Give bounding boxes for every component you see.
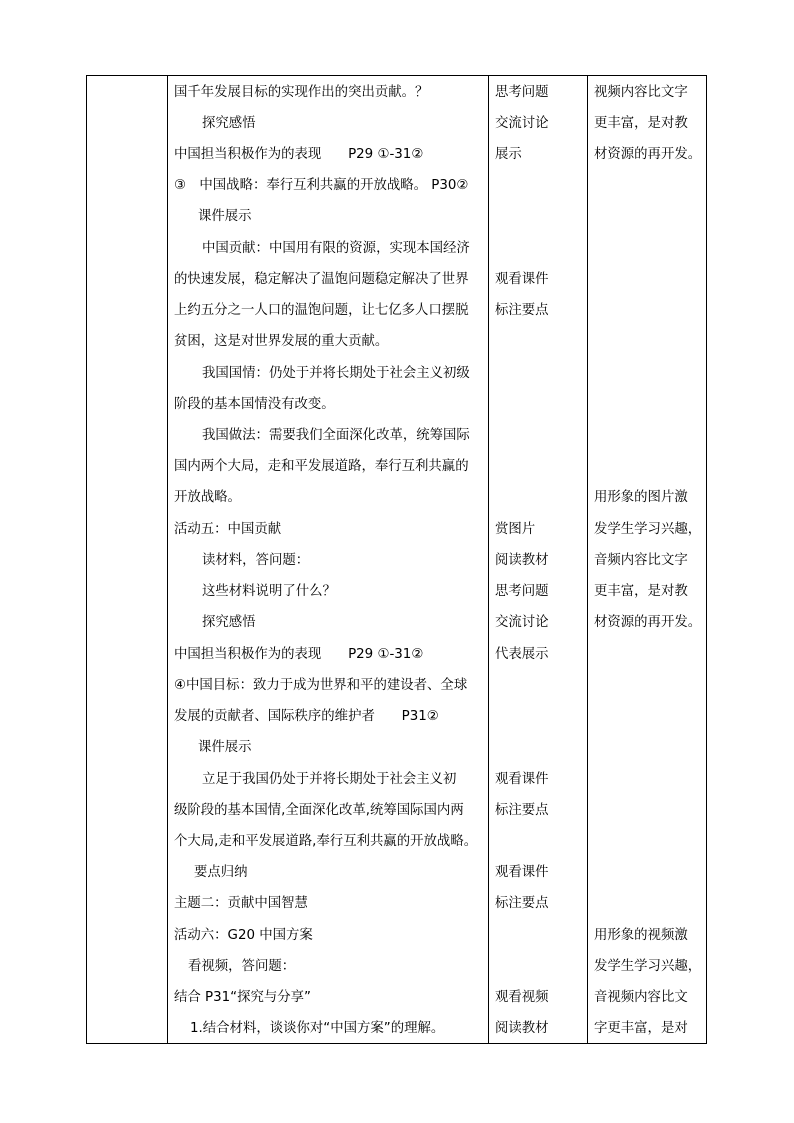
content-line: 我国做法：需要我们全面深化改革，统筹国际 [202, 428, 470, 443]
content-line: 结合 P31“探究与分享” [174, 990, 311, 1005]
content-line: 级阶段的基本国情,全面深化改革,统筹国际国内两 [174, 803, 464, 818]
content-line: 读材料，答问题： [202, 553, 310, 568]
content-line: 中国担当积极作为的表现 P29 ①-31② [174, 647, 424, 662]
activity-heading: 活动五：中国贡献 [174, 522, 282, 537]
activity-item: 标注要点 [495, 303, 549, 318]
activity-item: 观看课件 [495, 272, 549, 287]
intent-line: 更丰富，是对教 [594, 584, 688, 599]
content-line: ④中国目标：致力于成为世界和平的建设者、全球 [174, 678, 468, 693]
intent-line: 发学生学习兴趣， [594, 522, 702, 537]
content-line: 探究感悟 [202, 615, 256, 630]
activity-heading: 活动六：G20 中国方案 [174, 928, 313, 943]
activity-item: 阅读教材 [495, 553, 549, 568]
activity-item: 交流讨论 [495, 116, 549, 131]
intent-line: 发学生学习兴趣， [594, 959, 702, 974]
activity-item: 观看课件 [495, 865, 549, 880]
content-line: 立足于我国仍处于并将长期处于社会主义初 [202, 772, 457, 787]
content-line: 中国贡献：中国用有限的资源，实现本国经济 [202, 241, 470, 256]
intent-line: 材资源的再开发。 [594, 615, 702, 630]
content-line: 我国国情：仍处于并将长期处于社会主义初级 [202, 366, 470, 381]
intent-line: 更丰富，是对教 [594, 116, 688, 131]
content-line: 上约五分之一人口的温饱问题，让七亿多人口摆脱 [174, 303, 469, 318]
activity-item: 观看视频 [495, 990, 549, 1005]
activity-item: 观看课件 [495, 772, 549, 787]
activity-item: 赏图片 [495, 522, 536, 537]
activity-item: 思考问题 [495, 85, 549, 100]
topic-heading: 主题二：贡献中国智慧 [174, 896, 308, 911]
intent-line: 用形象的视频激 [594, 928, 688, 943]
content-line: 个大局,走和平发展道路,奉行互利共赢的开放战略。 [174, 834, 478, 849]
content-line: 课件展示 [198, 740, 252, 755]
column-divider-3 [587, 76, 588, 1043]
intent-line: 音频内容比文字 [594, 553, 688, 568]
intent-line: 音视频内容比文 [594, 990, 688, 1005]
column-divider-1 [167, 76, 168, 1043]
content-line: 发展的贡献者、国际秩序的维护者 P31② [174, 709, 439, 724]
content-line: 阶段的基本国情没有改变。 [174, 397, 335, 412]
lesson-plan-table [86, 75, 707, 1044]
activity-item: 标注要点 [495, 803, 549, 818]
intent-line: 视频内容比文字 [594, 85, 688, 100]
activity-item: 展示 [495, 147, 522, 162]
intent-line: 字更丰富，是对 [594, 1021, 688, 1036]
content-line: 1.结合材料，谈谈你对“中国方案”的理解。 [190, 1021, 445, 1036]
content-line: 要点归纳 [194, 865, 248, 880]
content-line: 的快速发展，稳定解决了温饱问题稳定解决了世界 [174, 272, 469, 287]
content-line: ③ 中国战略：奉行互利共赢的开放战略。 P30② [174, 178, 469, 193]
activity-item: 代表展示 [495, 647, 549, 662]
content-line: 开放战略。 [174, 490, 241, 505]
intent-line: 材资源的再开发。 [594, 147, 702, 162]
activity-item: 阅读教材 [495, 1021, 549, 1036]
content-line: 看视频，答问题： [188, 959, 296, 974]
content-line: 这些材料说明了什么？ [202, 584, 336, 599]
intent-line: 用形象的图片激 [594, 490, 688, 505]
content-line: 贫困，这是对世界发展的重大贡献。 [174, 334, 389, 349]
activity-item: 思考问题 [495, 584, 549, 599]
activity-item: 标注要点 [495, 896, 549, 911]
content-line: 探究感悟 [202, 116, 256, 131]
content-line: 国千年发展目标的实现作出的突出贡献。？ [174, 85, 429, 100]
content-line: 中国担当积极作为的表现 P29 ①-31② [174, 147, 424, 162]
content-line: 国内两个大局，走和平发展道路，奉行互利共赢的 [174, 459, 469, 474]
activity-item: 交流讨论 [495, 615, 549, 630]
content-line: 课件展示 [198, 209, 252, 224]
column-divider-2 [488, 76, 489, 1043]
